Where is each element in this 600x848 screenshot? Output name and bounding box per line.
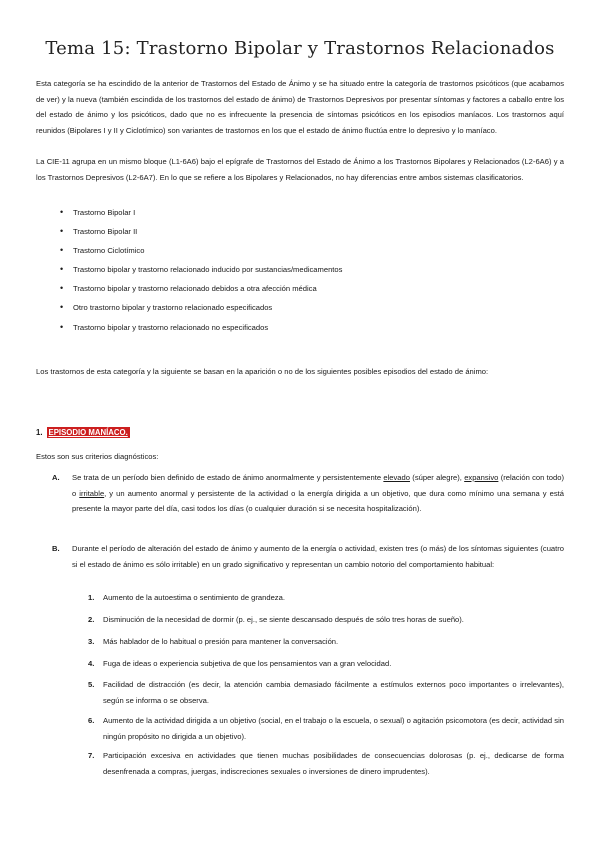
criterion-label: B. xyxy=(52,544,60,553)
symptom-text: Aumento de la autoestima o sentimiento de grandeza. xyxy=(103,593,285,602)
symptom-number: 5. xyxy=(88,680,95,689)
symptom-number: 4. xyxy=(88,659,95,668)
cie-paragraph: La CIE-11 agrupa en un mismo bloque (L1-6A6) bajo el epígrafe de Trastornos del Estado de Ánimo a los Trastornos Bipolares y Relacionados (L2-6A6) y a los Trastornos Depresivos (L2-6A7). En lo que se refiere a los Bipolares y Relacionados, no hay diferencias entre ambos sistemas clasificatorios. xyxy=(36,157,564,182)
list-item: • Trastorno Ciclotímico xyxy=(60,243,342,262)
section-heading-manic-episode xyxy=(36,428,130,437)
criterion-label: A. xyxy=(52,473,60,482)
symptom-text: Participación excesiva en actividades que tienen muchas posibilidades de consecuencias dolorosas (p. ej., dedicarse de forma desenfrenada a compras, juergas, indiscreciones sexuales o inversiones de dinero imprudentes). xyxy=(103,751,564,776)
symptom-text: Disminución de la necesidad de dormir (p. ej., se siente descansado después de sólo tres horas de sueño). xyxy=(103,615,464,624)
criterion-text: Se trata de un período bien definido de estado de ánimo anormalmente y persistentemente elevado (súper alegre), expansivo (relación con todo) o irritable, y un aumento anormal y persistente de la actividad o la energía dirigida a un objetivo, que dura como mínimo una semana y está presente la mayor parte del día, casi todos los días (o cualquier duración si se necesita hospitalización). xyxy=(72,473,564,514)
criteria-intro: Estos son sus criterios diagnósticos: xyxy=(36,452,159,461)
list-item: • Trastorno bipolar y trastorno relacionado no especificados xyxy=(60,320,342,339)
symptom-text: Aumento de la actividad dirigida a un objetivo (social, en el trabajo o la escuela, o sexual) o agitación psicomotora (es decir, actividad sin ningún propósito no dirigida a un objetivo). xyxy=(103,716,564,741)
symptom-number: 2. xyxy=(88,615,95,624)
list-item: • Otro trastorno bipolar y trastorno relacionado especificados xyxy=(60,300,342,319)
section-number: 1. xyxy=(36,428,43,437)
symptom-text: Fuga de ideas o experiencia subjetiva de que los pensamientos van a gran velocidad. xyxy=(103,659,392,668)
symptom-number: 1. xyxy=(88,593,95,602)
disorder-list xyxy=(60,205,342,339)
list-item: • Trastorno bipolar y trastorno relacionado debidos a otra afección médica xyxy=(60,281,342,300)
page-title: Tema 15: Trastorno Bipolar y Trastornos Relacionados xyxy=(45,38,555,59)
episodes-paragraph: Los trastornos de esta categoría y la siguiente se basan en la aparición o no de los siguientes posibles episodios del estado de ánimo: xyxy=(36,367,489,376)
symptom-number: 3. xyxy=(88,637,95,646)
list-item: • Trastorno Bipolar II xyxy=(60,224,342,243)
criterion-text: Durante el período de alteración del estado de ánimo y aumento de la energía o actividad, existen tres (o más) de los síntomas siguientes (cuatro si el estado de ánimo es sólo irritable) en un grado significativo y representan un cambio notorio del comportamiento habitual: xyxy=(72,544,564,569)
symptom-text: Facilidad de distracción (es decir, la atención cambia demasiado fácilmente a estímulos externos poco importantes o irrelevantes), según se informa o se observa. xyxy=(103,680,564,705)
section-label: EPISODIO MANÍACO. xyxy=(48,428,128,437)
intro-paragraph: Esta categoría se ha escindido de la anterior de Trastornos del Estado de Ánimo y se ha situado entre la categoría de trastornos psicóticos (que acabamos de ver) y la nueva (también escindida de los trastornos del estado de ánimo) de Trastornos Depresivos por presentar síntomas y factores a caballo entre los del estado de ánimo y los psicóticos, dado que no es infrecuente la presencia de síntomas psicóticos en los episodios maníacos. Los trastornos aquí reunidos (Bipolares I y II y Ciclotímico) son variantes de trastornos en los que el estado de ánimo fluctúa entre lo depresivo y lo maníaco. xyxy=(36,79,564,135)
symptom-text: Más hablador de lo habitual o presión para mantener la conversación. xyxy=(103,637,339,646)
list-item: • Trastorno bipolar y trastorno relacionado inducido por sustancias/medicamentos xyxy=(60,262,342,281)
list-item: • Trastorno Bipolar I xyxy=(60,205,342,224)
symptom-number: 6. xyxy=(88,716,95,725)
symptom-number: 7. xyxy=(88,751,95,760)
